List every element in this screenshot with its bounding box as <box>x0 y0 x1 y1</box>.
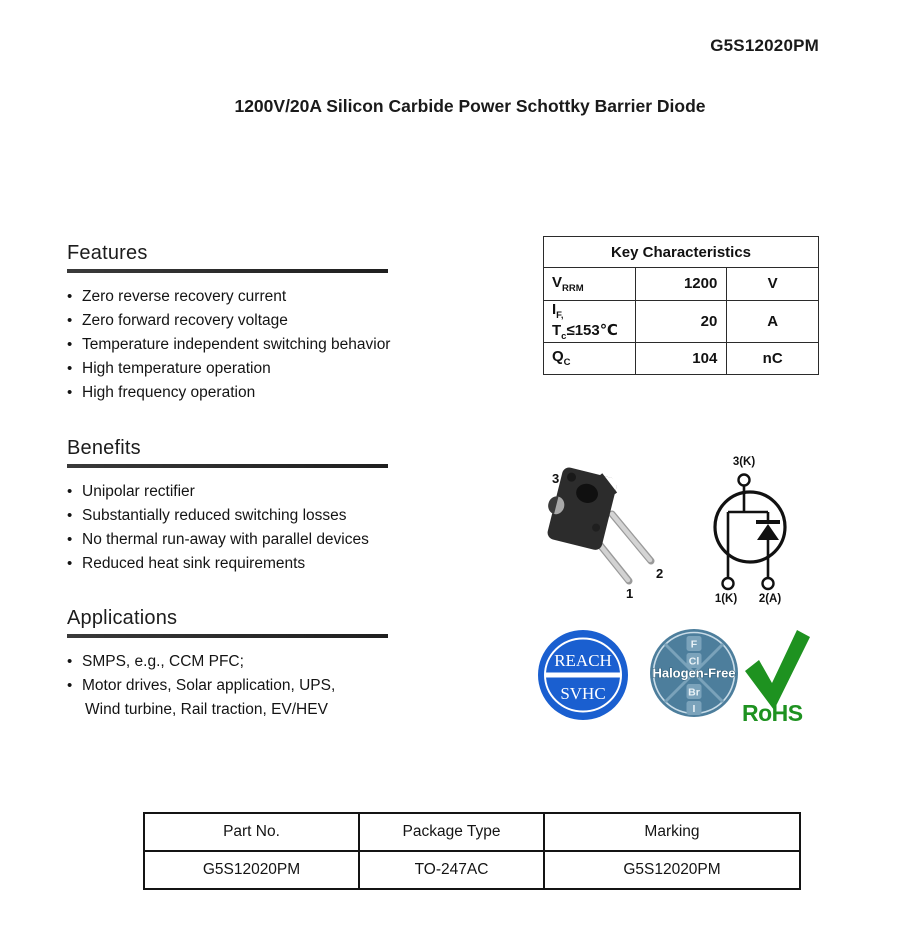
section-divider <box>67 634 388 638</box>
terminal-1k-label: 1(K) <box>714 593 738 605</box>
halogen-free-text: Halogen-Free <box>652 665 736 681</box>
section-divider <box>67 464 388 468</box>
param-vrrm: $V_{RRM}$ <box>544 268 636 301</box>
rohs-text: RoHS <box>742 700 803 725</box>
param-if: $I_{F,}T_c\le 153℃$ <box>544 300 636 342</box>
feature-item: • High frequency operation <box>67 381 457 405</box>
svhc-text: SVHC <box>560 684 606 703</box>
section-divider <box>67 269 388 273</box>
pin3-label: 3 <box>552 471 560 486</box>
checkmark-icon <box>745 630 810 710</box>
benefit-item: • Substantially reduced switching losses <box>67 504 457 528</box>
reach-text: REACH <box>554 651 612 670</box>
pin1-label: 1 <box>626 586 634 601</box>
features-section <box>67 242 457 406</box>
terminal-2a-label: 2(A) <box>758 593 782 605</box>
benefit-item: • Unipolar rectifier <box>67 480 457 504</box>
terminal-3k-label: 3(K) <box>732 456 756 468</box>
reach-svhc-badge <box>537 629 629 721</box>
feature-item: • Zero reverse recovery current <box>67 285 457 309</box>
table-header-row <box>144 813 800 851</box>
benefits-heading: Benefits <box>67 437 141 459</box>
features-heading: Features <box>67 242 148 264</box>
circuit-symbol <box>700 448 822 606</box>
rohs-badge <box>738 627 816 725</box>
application-item: • Motor drives, Solar application, UPS, <box>67 674 457 698</box>
application-item: • SMPS, e.g., CCM PFC; <box>67 650 457 674</box>
cell-package-type: TO-247AC <box>359 851 544 889</box>
element-cl-label: Cl <box>688 655 700 668</box>
param-qc: $Q_C$ <box>544 342 636 375</box>
ordering-table <box>143 812 801 890</box>
table-row <box>544 342 819 375</box>
applications-section <box>67 607 457 722</box>
unit-qc: nC <box>727 342 819 375</box>
cell-marking: G5S12020PM <box>544 851 800 889</box>
element-br-label: Br <box>688 686 700 699</box>
key-characteristics-title: Key Characteristics <box>544 237 819 268</box>
table-row <box>144 851 800 889</box>
benefit-item: • No thermal run-away with parallel devices <box>67 528 457 552</box>
element-f-label: F <box>690 638 698 651</box>
table-row <box>544 300 819 342</box>
to247-package-image <box>538 452 673 602</box>
value-qc: 104 <box>635 342 727 375</box>
value-vrrm: 1200 <box>635 268 727 301</box>
halogen-free-badge <box>649 628 739 718</box>
cell-part-no: G5S12020PM <box>144 851 359 889</box>
col-part-no: Part No. <box>144 813 359 851</box>
feature-item: • Temperature independent switching behavior <box>67 333 457 357</box>
unit-if: A <box>727 300 819 342</box>
col-marking: Marking <box>544 813 800 851</box>
element-i-label: I <box>692 703 696 715</box>
feature-item: • Zero forward recovery voltage <box>67 309 457 333</box>
applications-heading: Applications <box>67 607 178 629</box>
unit-vrrm: V <box>727 268 819 301</box>
col-package-type: Package Type <box>359 813 544 851</box>
table-row <box>544 268 819 301</box>
pin2-label: 2 <box>656 566 664 581</box>
page-title: 1200V/20A Silicon Carbide Power Schottky Barrier Diode <box>234 96 706 116</box>
benefits-section <box>67 437 457 576</box>
part-number-header: G5S12020PM <box>710 36 819 55</box>
application-item-continuation: Wind turbine, Rail traction, EV/HEV <box>85 700 328 718</box>
feature-item: • High temperature operation <box>67 357 457 381</box>
value-if: 20 <box>635 300 727 342</box>
key-characteristics-table <box>543 236 819 375</box>
benefit-item: • Reduced heat sink requirements <box>67 552 457 576</box>
